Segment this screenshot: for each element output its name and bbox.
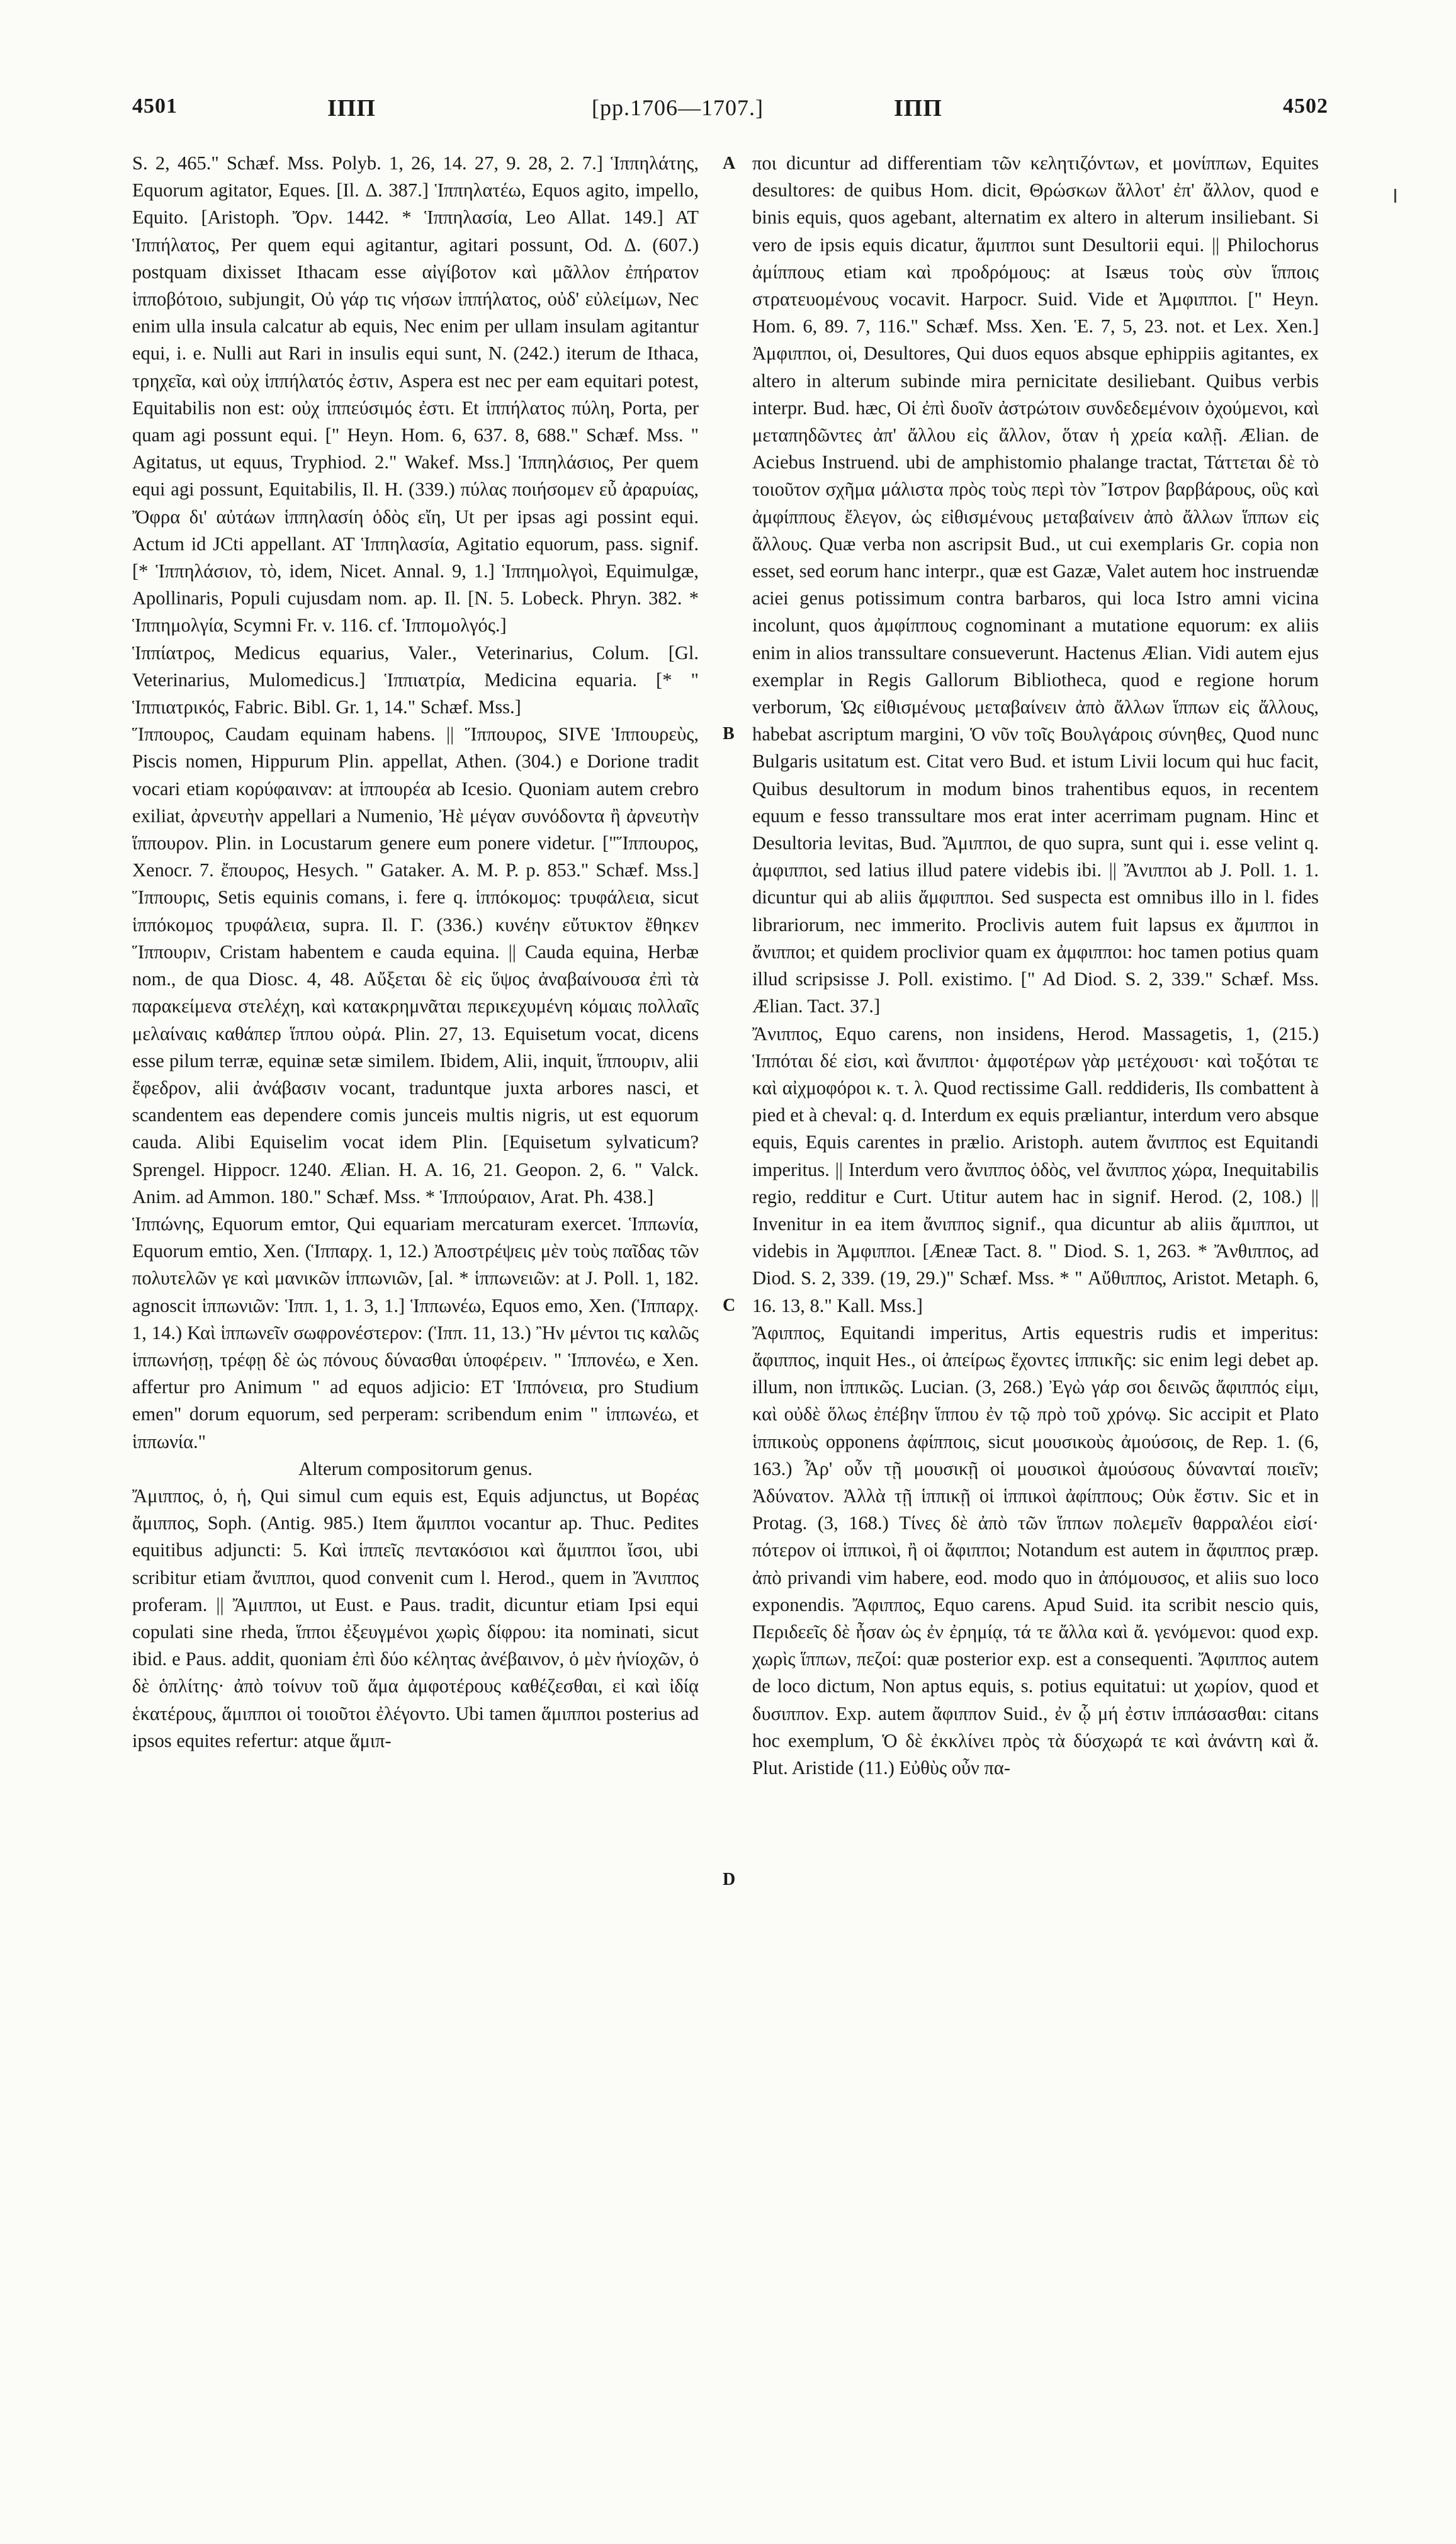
right-running-word: ΙΠΠ bbox=[894, 95, 942, 122]
left-column bbox=[132, 150, 699, 2517]
left-page-number: 4501 bbox=[132, 94, 178, 118]
page-reference: [pp.1706—1707.] bbox=[592, 95, 764, 120]
running-header bbox=[132, 94, 1328, 139]
entry-paragraph: Ἄφιππος, Equitandi imperitus, Artis equestris rudis et imperitus: ἄφιππος, inquit Hes., οἱ ἀπείρως ἔχοντες ἱππικῆς: sic enim legi debet ap. illum, non ἱππικῶς. Lucian. (3, 268.) Ἐγὼ γάρ σοι δεινῶς ἄφιππός εἰμι, καὶ οὐδὲ ὅλως ἐπέβην ἵππου ἐν τῷ πρὸ τοῦ χρόνῳ. Sic accipit et Plato ἱππικοὺς opponens ἀφίπποις, sicut μουσικοὺς ἀμούσοις, de Rep. 1. (6, 163.) Ἆρ' οὖν τῇ μουσικῇ οἱ μουσικοὶ ἀμούσους δύνανταί ποιεῖν; Ἀδύνατον. Ἀλλὰ τῇ ἱππικῇ οἱ ἱππικοὶ ἀφίππους; Οὐκ ἔστιν. Sic et in Protag. (3, 168.) Τίνες δὲ ἀπὸ τῶν ἵππων πολεμεῖν θαρραλέοι εἰσί· πότερον οἱ ἱππικοὶ, ἢ οἱ ἄφιπποι; Notandum est autem in ἄφιππος præp. ἀπὸ privandi vim habere, eod. modo quo in ἀπόμουσος, et aliis suo loco exponendis. Ἄφιππος, Equo carens. Apud Suid. ita scribit nescio quis, Περιδεεῖς δὲ ἦσαν ὡς ἐν ἐρημίᾳ, τά τε ἄλλα καὶ ἄ. γενόμενοι: quod exp. χωρὶς ἵππων, πεζοί: quæ posterior exp. est a consequenti. Ἄφιππος autem de loco dictum, Non aptus equis, s. potius equitatui: ut χωρίον, quod et δυσιππον. Exp. autem ἄφιππον Suid., ἐν ᾧ μή ἐστιν ἱππάσασθαι: citans hoc exemplum, Ὁ δὲ ἐκκλίνει πρὸς τὰ δύσχωρά τε καὶ ἀνάντη καὶ ἄ. Plut. Aristide (11.) Εὐθὺς οὖν πα- bbox=[752, 1321, 1319, 1778]
margin-letter-a: A bbox=[723, 154, 736, 173]
page-edge-mark bbox=[1394, 189, 1396, 203]
entry-paragraph: Ἵππουρος, Caudam equinam habens. || Ἵππουρος, SIVE Ἱππουρεὺς, Piscis nomen, Hippurum Plin. appellat, Athen. (304.) e Dorione tradit vocari etiam κορύφαιναν: at ἱππουρέα ab Icesio. Quoniam autem crebro exiliat, ἀρνευτὴν appellari a Numenio, Ἠὲ μέγαν συνόδοντα ἢ ἀρνευτὴν ἵππουρον. Plin. in Locustarum genere eum ponere videtur. ["Ἵππουρος, Xenocr. 7. ἔπουρος, Hesych. " Gataker. A. M. P. p. 853." Schæf. Mss.] Ἵππουρις, Setis equinis comans, i. fere q. ἱππόκομος: τρυφάλεια, sicut ἱππόκομος τρυφάλεια, supra. Il. Γ. (336.) κυνέην εὔτυκτον ἔθηκεν Ἵππουριν, Cristam habentem e cauda equina. || Cauda equina, Herbæ nom., de qua Diosc. 4, 48. Αὔξεται δὲ εἰς ὕψος ἀναβαίνουσα ἐπὶ τὰ παρακείμενα στελέχη, καὶ κατακρημνᾶται περικεχυμένη κόμαις πολλαῖς μελαίναις καθάπερ ἵππου οὐρά. Plin. 27, 13. Equisetum vocat, dicens esse pilum terræ, equinæ setæ similem. Ibidem, Alii, inquit, ἵππουριν, alii ἔφεδρον, alii ἀνάβασιν vocant, traduntque juxta arbores nasci, et scandentem eas dependere comis junceis multis nigris, ut est equorum cauda. Alibi Equiselim vocat idem Plin. [Equisetum sylvaticum? Sprengel. Hippocr. 1240. Ælian. H. A. 16, 21. Geopon. 2, 6. " Valck. Anim. ad Ammon. 180." Schæf. Mss. * Ἱππούραιον, Arat. Ph. 438.] bbox=[132, 723, 699, 1207]
section-heading: Alterum compositorum genus. bbox=[298, 1457, 533, 1479]
entry-paragraph: Ἱππώνης, Equorum emtor, Qui equariam mercaturam exercet. Ἱππωνία, Equorum emtio, Xen. (Ἱππαρχ. 1, 12.) Ἀποστρέψεις μὲν τοὺς παῖδας τῶν πολυτελῶν γε καὶ μανικῶν ἱππωνιῶν, [al. * ἱππωνειῶν: at J. Poll. 1, 182. agnoscit ἱππωνιῶν: Ἱππ. 1, 1. 3, 1.] Ἱππωνέω, Equos emo, Xen. (Ἱππαρχ. 1, 14.) Καὶ ἱππωνεῖν σωφρονέστερον: (Ἱππ. 11, 13.) Ἢν μέντοι τις καλῶς ἱππωνήσῃ, τρέφῃ δὲ ὡς πόνους δύνασθαι ὑποφέρειν. " Ἱππονέω, e Xen. affertur pro Animum " ad equos adjicio: ET Ἱππόνεια, pro Studium emen" dorum equorum, sed perperam: scribendum enim " ἱππωνέω, et ἱππωνία." bbox=[132, 1213, 699, 1452]
margin-letter-c: C bbox=[723, 1296, 736, 1315]
margin-letter-d: D bbox=[723, 1870, 736, 1889]
entry-paragraph: ποι dicuntur ad differentiam τῶν κελητιζόντων, et μονίππων, Equites desultores: de quibus Hom. dicit, Θρώσκων ἄλλοτ' ἐπ' ἄλλον, quod e binis equis, quos agebant, alternatim ex altero in alterum insiliebant. Si vero de ipsis equis dicatur, ἅμιπποι sunt Desultorii equi. || Philochorus ἀμίππους etiam καὶ προδρόμους: at Isæus τοὺς σὺν ἵπποις στρατευομένους vocavit. Harpocr. Suid. Vide et Ἀμφιπποι. [" Heyn. Hom. 6, 89. 7, 116." Schæf. Mss. Xen. Ἑ. 7, 5, 23. not. et Lex. Xen.] Ἀμφιπποι, οἱ, Desultores, Qui duos equos absque ephippiis agitantes, ex altero in alterum subinde mira pernicitate desiliebant. Quibus verbis interpr. Bud. hæc, Οἱ ἐπὶ δυοῖν ἀστρώτοιν συνδεδεμένοιν ὀχούμενοι, καὶ μεταπηδῶντες ἀπ' ἄλλου εἰς ἄλλον, ὅταν ἡ χρεία καλῇ. Ælian. de Aciebus Instruend. ubi de amphistomio phalange tractat, Τάττεται δὲ τὸ τοιοῦτον σχῆμα μάλιστα πρὸς τοὺς περὶ τὸν Ἴστρον βαρβάρους, οὓς καὶ ἀμφίππους ἔλεγον, ὡς εἰθισμένους μεταβαίνειν ἀπὸ ἄλλων ἵππων εἰς ἄλλους. Quæ verba non ascripsit Bud., ut cui exemplaris Gr. copia non esset, sed eorum hanc interpr., quæ est Gazæ, Valet autem hoc instruendæ aciei genus potissimum contra barbaros, qui loca Istro amni vicina incolunt, quos ἀμφίππους cognominant a mutatione equorum: ex aliis enim in alios transsultare consueverunt. Hactenus Ælian. Vidi autem ejus exemplar in Regis Gallorum Bibliotheca, quod e regione horum verborum, Ὡς εἰθισμένους μεταβαίνειν ἀπὸ ἄλλων ἵππων εἰς ἄλλους, habebat ascriptum margini, Ὁ νῦν τοῖς Βουλγάροις σύνηθες, Quod nunc Bulgaris usitatum est. Citat vero Bud. et istum Livii locum qui huc facit, Quibus desultorum in modum binos trahentibus equos, in recentem equum e fesso transsultare mos erat inter acerrimam pugnam. Hinc et Desultoria levitas, Bud. Ἄμιπποι, de quo supra, sunt qui i. esse velint q. ἀμφιπποι, sed latius illud patere videbis ibi. || Ἄνιπποι ab J. Poll. 1. 1. dicuntur qui ab aliis ἄμφιπποι. Sed suspecta est omnibus illo in l. fides librariorum, nec immerito. Proclivis autem fuit lapsus ex ἄμιπποι in ἄνιπποι; et quidem proclivior quam ex ἀμφιπποι: hoc tamen potius quam illud scripsisse J. Poll. existimo. [" Ad Diod. S. 2, 339." Schæf. Mss. Ælian. Tact. 37.] bbox=[752, 152, 1319, 1017]
entry-paragraph: Ἄμιππος, ὁ, ἡ, Qui simul cum equis est, Equis adjunctus, ut Βορέας ἄμιππος, Soph. (Antig. 985.) Item ἅμιπποι vocantur ap. Thuc. Pedites equitibus adjuncti: 5. Καὶ ἱππεῖς πεντακόσιοι καὶ ἅμιπποι ἴσοι, ubi scribitur etiam ἄνιπποι, quod convenit cum l. Herod., quem in Ἄνιππος proferam. || Ἄμιπποι, ut Eust. e Paus. tradit, dicuntur etiam Ipsi equi copulati sine rheda, ἵπποι ἐξευγμένοι χωρὶς δίφρου: ita nominati, sicut ibid. e Paus. addit, quoniam ἐπὶ δύο κέλητας ἀνέβαινον, ὁ μὲν ἡνίοχῶν, ὁ δὲ ὁπλίτης· ἀπὸ τοίνυν τοῦ ἅμα ἀμφοτέρους καθέζεσθαι, εἰ καὶ ἰδίᾳ ἑκατέρους, ἅμιπποι οἱ τοιοῦτοι ἐλέγοντο. Ubi tamen ἅμιπποι posterius ad ipsos equites refertur: atque ἅμιπ- bbox=[132, 1484, 699, 1751]
right-column bbox=[752, 150, 1319, 2517]
entry-paragraph: S. 2, 465." Schæf. Mss. Polyb. 1, 26, 14. 27, 9. 28, 2. 7.] Ἱππηλάτης, Equorum agitator, Eques. [Il. Δ. 387.] Ἱππηλατέω, Equos agito, impello, Equito. [Aristoph. Ὄρν. 1442. * Ἱππηλασία, Leo Allat. 149.] AT Ἱππήλατος, Per quem equi agitantur, agitari possunt, Od. Δ. (607.) postquam dixisset Ithacam esse αἰγίβοτον καὶ μᾶλλον ἐπήρατον ἱπποβότοιο, subjungit, Οὐ γάρ τις νήσων ἱππήλατος, οὐδ' εὐλείμων, Nec enim ulla insula calcatur ab equis, Nec enim per ullam insulam agitantur equi, i. e. Nulli aut Rari in insulis equi sunt, N. (242.) iterum de Ithaca, τρηχεῖα, καὶ οὐχ ἱππήλατός ἐστιν, Aspera est nec per eam equitari potest, Equitabilis non est: οὐχ ἱππεύσιμός ἐστι. Et ἱππήλατος πύλη, Porta, per quam agi possunt equi. [" Heyn. Hom. 6, 637. 8, 688." Schæf. Mss. " Agitatus, ut equus, Tryphiod. 2." Wakef. Mss.] Ἱππηλάσιος, Per quem equi agi possunt, Equitabilis, Il. H. (339.) πύλας ποιήσομεν εὖ ἀραρυίας, Ὄφρα δι' αὐτάων ἱππηλασίη ὁδὸς εἴη, Ut per ipsas agi possint equi. Actum id JCti appellant. AT Ἱππηλασία, Agitatio equorum, pass. signif. [* Ἱππηλάσιον, τὸ, idem, Nicet. Annal. 9, 1.] Ἱππημολγοὶ, Equimulgæ, Apollinaris, Populi cujusdam nom. ap. Il. [N. 5. Lobeck. Phryn. 382. * Ἱππημολγία, Scymni Fr. v. 116. cf. Ἱππομολγός.] bbox=[132, 152, 699, 636]
margin-letter-b: B bbox=[723, 724, 735, 743]
entry-paragraph: Ἄνιππος, Equo carens, non insidens, Herod. Massagetis, 1, (215.) Ἱππόται δέ εἰσι, καὶ ἄνιπποι· ἀμφοτέρων γὰρ μετέχουσι· καὶ τοξόται τε καὶ αἰχμοφόροι κ. τ. λ. Quod rectissime Gall. reddideris, Ils combattent à pied et à cheval: q. d. Interdum ex equis præliantur, interdum vero absque equis, Equis carentes in prælio. Aristoph. autem ἄνιππος est Equitandi imperitus. || Interdum vero ἄνιππος ὁδὸς, vel ἄνιππος χώρα, Inequitabilis regio, redditur e Curt. Utitur autem hac in signif. Herod. (2, 108.) || Invenitur in ea item ἄνιππος signif., qua dicuntur ab aliis ἄμιπποι, ut videbis in Ἀμφιπποι. [Æneæ Tact. 8. " Diod. S. 1, 263. * Ἄνθιππος, ad Diod. S. 2, 339. (19, 29.)" Schæf. Mss. * " Αὔθιππος, Aristot. Metaph. 6, 16. 13, 8." Kall. Mss.] bbox=[752, 1022, 1319, 1316]
entry-paragraph: Ἱππίατρος, Medicus equarius, Valer., Veterinarius, Colum. [Gl. Veterinarius, Mulomedicus.] Ἱππιατρία, Medicina equaria. [* " Ἱππιατρικός, Fabric. Bibl. Gr. 1, 14." Schæf. Mss.] bbox=[132, 642, 699, 718]
left-running-word: ΙΠΠ bbox=[327, 95, 376, 122]
right-page-number: 4502 bbox=[1283, 94, 1328, 118]
